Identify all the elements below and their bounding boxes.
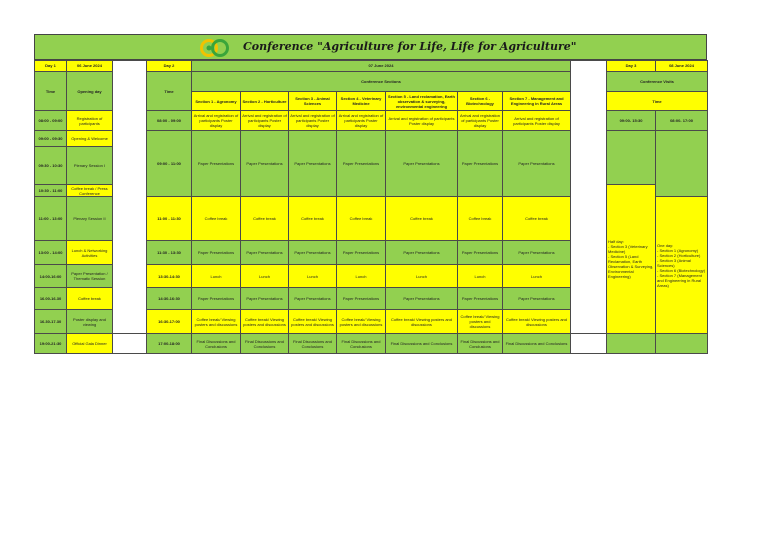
day2-cell: Paper Presentations [241, 131, 289, 197]
spacer-cell [113, 334, 147, 354]
day2-time: 16:30-17:00 [147, 310, 192, 334]
day2-cell: Coffee break/ Viewing posters and discussions [386, 310, 458, 334]
day1-activity: Official Gala Dinner [67, 334, 113, 354]
day2-cell: Lunch [192, 265, 241, 288]
day2-cell: Coffee break [192, 197, 241, 241]
day2-cell: Coffee break [241, 197, 289, 241]
day2-cell: Arrival and registration of participants Poster display [386, 111, 458, 131]
section-header: Section 3 - Animal Sciences [289, 91, 337, 111]
day2-time: 08:00 - 09:00 [147, 111, 192, 131]
section-header: Section 6 - Biotechnology [458, 91, 503, 111]
day1-activity: Plenary Session I [67, 146, 113, 184]
day1-time: 19:00-21:30 [35, 334, 67, 354]
spacer-column [571, 61, 607, 334]
day2-time: 14:30-16:30 [147, 288, 192, 310]
day2-label: Day 2 [147, 61, 192, 72]
day2-cell: Paper Presentations [289, 240, 337, 264]
day2-cell: Paper Presentations [192, 131, 241, 197]
day2-cell: Paper Presentations [503, 240, 571, 264]
section-header: Section 4 - Veterinary Medicine [337, 91, 386, 111]
day1-activity: Opening & Welcome [67, 131, 113, 146]
day2-cell: Coffee break/ Viewing posters and discussions [192, 310, 241, 334]
day2-cell: Paper Presentations [503, 131, 571, 197]
day2-cell: Final Discussions and Conclusions [241, 334, 289, 354]
day1-time: 11:00 - 13:00 [35, 197, 67, 241]
day2-cell: Coffee break/ Viewing posters and discussions [289, 310, 337, 334]
day2-cell: Final Discussions and Conclusions [289, 334, 337, 354]
conference-logo-icon [198, 38, 232, 58]
day2-time: 13:30-14:30 [147, 265, 192, 288]
day1-time: 13:00 - 14:00 [35, 240, 67, 264]
day3-half-day-visits: Half day: - Section 3 (Veterinary Medicine) - Section 5 (Land Reclamation, Earth Observation & Surveying, Environmental Engineering) [607, 184, 656, 333]
day2-time: 11:00 - 11:30 [147, 197, 192, 241]
day2-cell: Coffee break/ Viewing posters and discussions [337, 310, 386, 334]
day2-cell: Paper Presentations [289, 131, 337, 197]
conference-title: Conference "Agriculture for Life, Life for Agriculture" [243, 40, 577, 53]
day3-time: 08:00- 17:00 [656, 111, 708, 131]
day2-cell: Paper Presentations [192, 288, 241, 310]
day2-cell: Coffee break [386, 197, 458, 241]
day2-cell: Paper Presentations [386, 131, 458, 197]
day1-time: 09:30 - 10:30 [35, 146, 67, 184]
section-header: Section 1 - Agronomy [192, 91, 241, 111]
section-header: Section 2 - Horticulture [241, 91, 289, 111]
day1-time: 09:00 - 09:30 [35, 131, 67, 146]
day2-cell: Paper Presentations [386, 288, 458, 310]
day2-cell: Paper Presentations [337, 131, 386, 197]
spacer-column [113, 61, 147, 334]
day2-time: 09:00 - 11:00 [147, 131, 192, 197]
day2-cell: Arrival and registration of participants Poster display [337, 111, 386, 131]
day2-cell: Paper Presentations [241, 288, 289, 310]
day3-date: 08 June 2024 [656, 61, 708, 72]
day3-time: 09:00- 15:30 [607, 111, 656, 131]
day2-cell: Arrival and registration of participants Poster display [192, 111, 241, 131]
day1-time: 16.00-16.30 [35, 288, 67, 310]
section-header: Section 5 - Land reclamation, Earth observation & surveying, environmental engineering [386, 91, 458, 111]
day2-cell: Paper Presentations [289, 288, 337, 310]
day1-name: Opening day [67, 71, 113, 111]
day2-cell: Paper Presentations [458, 240, 503, 264]
day2-cell: Arrival and registration of participants Poster display [241, 111, 289, 131]
day1-label: Day 1 [35, 61, 67, 72]
day2-date: 07 June 2024 [192, 61, 571, 72]
day2-cell: Coffee break [337, 197, 386, 241]
day1-activity: Plenary Session II [67, 197, 113, 241]
day2-cell: Final Discussions and Conclusions [337, 334, 386, 354]
spacer-cell [571, 334, 607, 354]
day2-time-header: Time [147, 71, 192, 111]
day2-cell: Lunch [337, 265, 386, 288]
day2-cell: Lunch [386, 265, 458, 288]
day3-spacer [656, 131, 708, 197]
day3-spacer [607, 131, 656, 185]
day3-visits-header: Conference Visits [607, 71, 708, 91]
day2-cell: Paper Presentations [503, 288, 571, 310]
title-bar [34, 34, 707, 60]
day2-cell: Paper Presentations [458, 288, 503, 310]
day1-date: 06 June 2024 [67, 61, 113, 72]
day2-cell: Paper Presentations [337, 240, 386, 264]
day2-cell: Coffee break [289, 197, 337, 241]
day3-one-day-visits: One day: - Section 1 (Agronomy) - Section 2 (Horticulture) - Section 3 (Animal Sciences) - Section 6 (Biotechnology) - Section 7 (Management and Engineering in Rural Areas) [656, 197, 708, 334]
day3-time-header: Time [607, 91, 708, 111]
day2-cell: Paper Presentations [386, 240, 458, 264]
day1-time: 16.30-17.30 [35, 310, 67, 334]
day1-time: 08:00 - 09:00 [35, 111, 67, 131]
day2-cell: Coffee break/ Viewing posters and discussions [503, 310, 571, 334]
day2-cell: Lunch [458, 265, 503, 288]
day1-activity: Registration of participants [67, 111, 113, 131]
day2-cell: Arrival and registration of participants Poster display [458, 111, 503, 131]
day2-cell: Final Discussions and Conclusions [503, 334, 571, 354]
day2-cell: Lunch [503, 265, 571, 288]
day2-cell: Coffee break/ Viewing posters and discussions [458, 310, 503, 334]
day2-cell: Arrival and registration of participants Poster display [289, 111, 337, 131]
day3-spacer [607, 334, 656, 354]
day2-cell: Paper Presentations [337, 288, 386, 310]
day2-cell: Paper Presentations [192, 240, 241, 264]
day1-time: 14:00-16:00 [35, 265, 67, 288]
section-header: Section 7 - Management and Engineering in Rural Areas [503, 91, 571, 111]
day1-activity: Lunch & Networking Activities [67, 240, 113, 264]
day2-time: 11:30 - 13:30 [147, 240, 192, 264]
day2-cell: Final Discussions and Conclusions [192, 334, 241, 354]
day1-activity: Coffee break [67, 288, 113, 310]
day3-label: Day 3 [607, 61, 656, 72]
day1-activity: Paper Presentation / Thematic Session [67, 265, 113, 288]
day2-cell: Paper Presentations [241, 240, 289, 264]
day3-spacer [656, 334, 708, 354]
day2-sections-header: Conference Sections [192, 71, 571, 91]
day2-cell: Final Discussions and Conclusions [386, 334, 458, 354]
day2-cell: Coffee break [503, 197, 571, 241]
day1-time-header: Time [35, 71, 67, 111]
day1-time: 10:30 - 11:00 [35, 184, 67, 196]
day2-cell: Lunch [289, 265, 337, 288]
schedule-sheet [34, 34, 707, 354]
day2-cell: Coffee break [458, 197, 503, 241]
day2-cell: Lunch [241, 265, 289, 288]
schedule-table [34, 60, 708, 354]
day2-cell: Final Discussions and Conclusions [458, 334, 503, 354]
day1-activity: Poster display and viewing [67, 310, 113, 334]
day2-cell: Arrival and registration of participants Poster display [503, 111, 571, 131]
day2-cell: Coffee break/ Viewing posters and discussions [241, 310, 289, 334]
day2-cell: Paper Presentations [458, 131, 503, 197]
day2-time: 17:00-18:00 [147, 334, 192, 354]
day1-activity: Coffee break / Press Conference [67, 184, 113, 196]
